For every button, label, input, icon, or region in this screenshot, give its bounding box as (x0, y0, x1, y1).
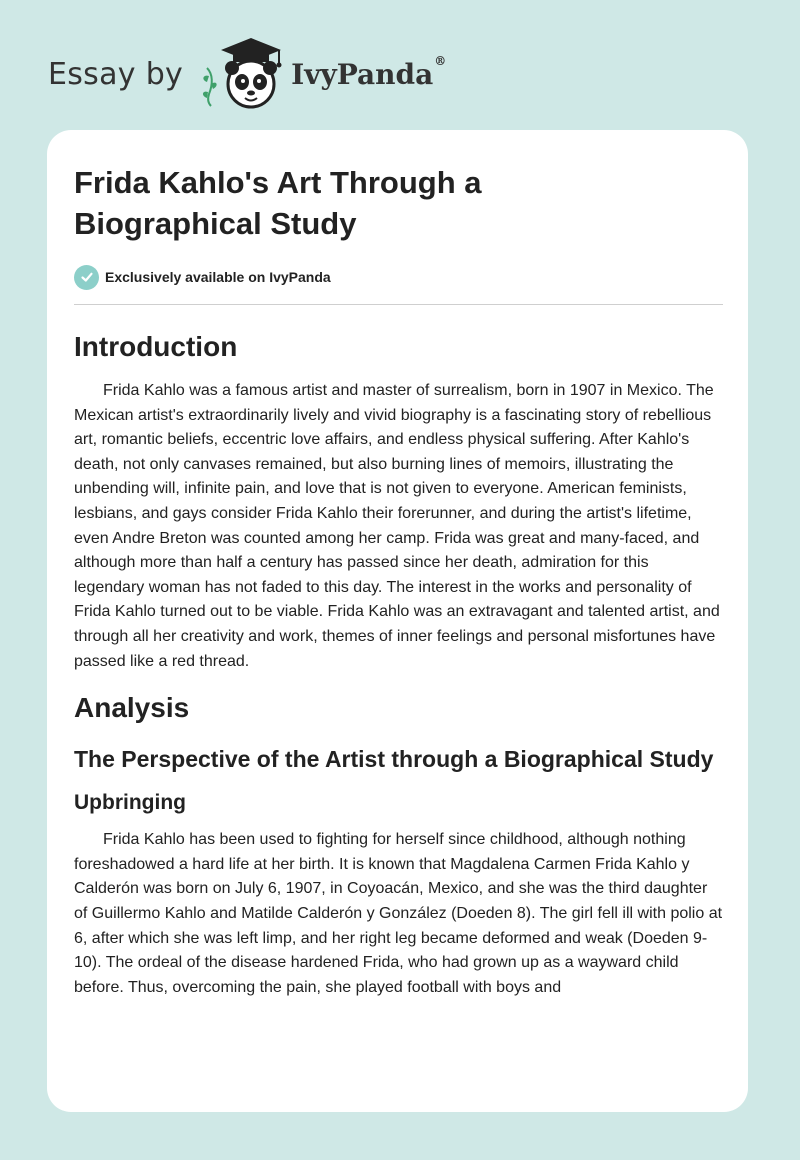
essay-by-label: Essay by (48, 56, 184, 92)
introduction-heading: Introduction (74, 331, 238, 362)
check-icon (74, 265, 99, 290)
essay-title: Frida Kahlo's Art Through a Biographical Study (74, 165, 482, 241)
registered-mark: ® (434, 53, 447, 68)
essay-content (74, 162, 723, 1000)
perspective-heading: The Perspective of the Artist through a Biographical Study (74, 746, 714, 773)
site-header (48, 34, 446, 114)
upbringing-paragraph: Frida Kahlo has been used to fighting for herself since childhood, although nothing foreshadowed a hard life at her birth. It is known that Magdalena Carmen Frida Kahlo y Calderón was born on July 6, 1907, in Coyoacán, Mexico, and she was the third daughter of Guillermo Kahlo and Matilde Calderón y González (Doeden 8). The girl fell ill with polio at 6, after which she was left limp, and her right leg became deformed and weak (Doeden 9-10). The ordeal of the disease hardened Frida, who had grown up as a wayward child before. Thus, overcoming the pain, she played football with boys and (74, 831, 723, 996)
exclusive-badge-text: Exclusively available on IvyPanda (105, 269, 331, 285)
essay-card (47, 130, 748, 1112)
upbringing-heading: Upbringing (74, 791, 186, 815)
panda-logo-icon[interactable] (199, 34, 289, 114)
analysis-heading: Analysis (74, 692, 190, 724)
divider (74, 304, 723, 305)
exclusive-badge (74, 264, 723, 290)
introduction-paragraph: Frida Kahlo was a famous artist and master of surrealism, born in 1907 in Mexico. The Mexican artist's extraordinarily lively and vivid biography is a fascinating story of rebellious art, romantic beliefs, eccentric love affairs, and endless physical suffering. After Kahlo's death, not only canvases remained, but also burning lines of memoirs, illustrating the unbending will, infinite pain, and love that is not given to everyone. American feminists, lesbians, and gays consider Frida Kahlo their forerunner, and during the artist's lifetime, even Andre Breton was counted among her camp. Frida was great and many-faced, and although more than half a century has passed since her death, admiration for this legendary woman has not faded to this day. The interest in the works and personality of Frida Kahlo turned out to be viable. Frida Kahlo was an extravagant and talented artist, and through all her creativity and work, themes of inner feelings and personal misfortunes have passed like a red thread. (74, 382, 720, 670)
brand-text: IvyPanda (291, 57, 434, 91)
brand-name[interactable] (291, 53, 447, 91)
